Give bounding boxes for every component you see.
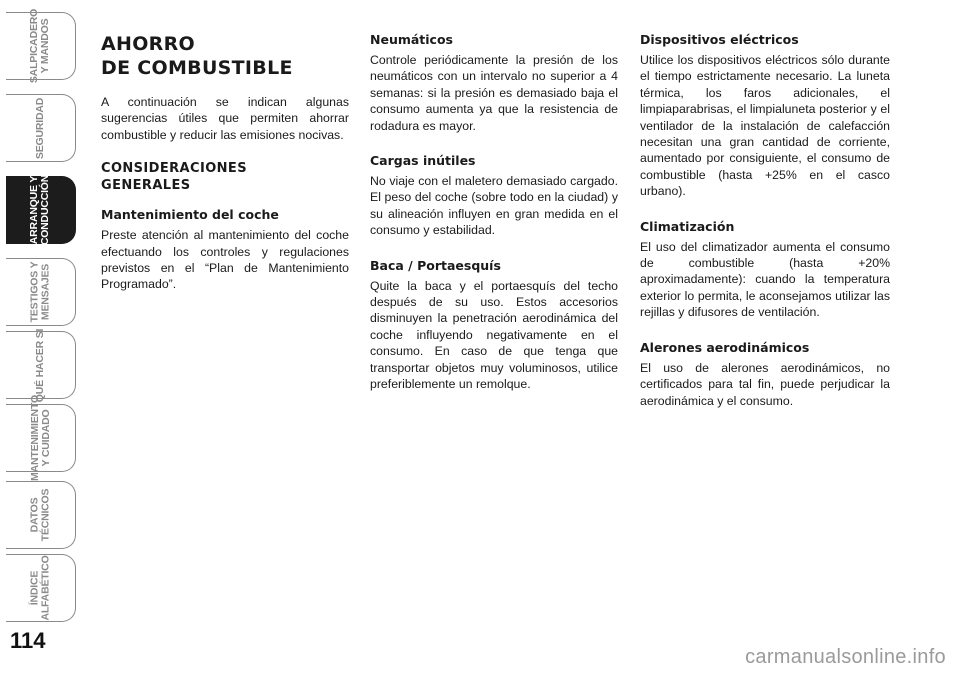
tab-label: MANTENIMIENTO Y CUIDADO — [28, 395, 52, 481]
text-alerones: El uso de alerones aerodinámicos, no certificados para tal fin, puede perjudicar la aerodinámica y el consumo. — [640, 360, 890, 408]
tab-label: TESTIGOS Y MENSAJES — [28, 261, 52, 323]
text-cargas: No viaje con el maletero demasiado cargado. El peso del coche (sobre todo en la ciudad) y su alineación influyen en gran medida en el consumo y estabilidad. — [370, 174, 618, 238]
heading-alerones: Alerones aerodinámicos — [640, 339, 810, 355]
column-2 — [370, 32, 618, 409]
tab-label: ÍNDICE ALFABÉTICO — [28, 555, 52, 621]
tab-arranque-conduccion[interactable] — [6, 176, 76, 244]
heading-dispositivos: Dispositivos eléctricos — [640, 32, 799, 47]
tab-testigos-mensajes[interactable] — [6, 258, 76, 326]
heading-cargas: Cargas inútiles — [370, 153, 476, 169]
tab-mantenimiento-cuidado[interactable] — [6, 395, 76, 481]
heading-climatizacion: Climatización — [640, 218, 735, 234]
tab-label: ARRANQUE Y CONDUCCIÓN — [28, 174, 52, 246]
tab-label: SEGURIDAD — [34, 97, 46, 159]
tab-que-hacer-si[interactable] — [6, 328, 76, 402]
tab-seguridad[interactable] — [6, 94, 76, 162]
column-1 — [101, 32, 349, 309]
page-title: AHORRO DE COMBUSTIBLE — [101, 33, 293, 79]
section-heading-consideraciones: CONSIDERACIONES GENERALES — [101, 161, 247, 194]
watermark: carmanualsonline.info — [745, 646, 946, 668]
column-3 — [640, 32, 890, 425]
text-climatizacion: El uso del climatizador aumenta el consumo de combustible (hasta +20% aproximadamente): cuando la temperatura exterior lo permita, le aconsejamos utilizar las rejillas y difusores de ventilación. — [640, 239, 890, 320]
tab-label: SALPICADERO Y MANDOS — [28, 8, 52, 84]
text-mantenimiento: Preste atención al mantenimiento del coche efectuando los controles y regulaciones previstos en el “Plan de Mantenimiento Programado”. — [101, 228, 349, 292]
heading-neumaticos: Neumáticos — [370, 32, 453, 47]
tab-salpicadero[interactable] — [6, 8, 76, 84]
text-baca: Quite la baca y el portaesquís del techo después de su uso. Estos accesorios disminuyen la penetración aerodinámica del coche influyendo negativamente en el consumo. En caso de que tenga que transportar objetos muy voluminosos, utilice preferiblemente un remolque. — [370, 278, 618, 392]
heading-baca: Baca / Portaesquís — [370, 257, 501, 273]
chapter-tabs — [0, 0, 80, 678]
heading-mantenimiento: Mantenimiento del coche — [101, 207, 279, 223]
text-dispositivos: Utilice los dispositivos eléctricos sólo durante el tiempo estrictamente necesario. La luneta térmica, los faros adicionales, el limpiaparabrisas, el limpialuneta posterior y el ventilador de la instalación de calefacción necesitan una gran cantidad de corriente, aumentado por consiguiente, el consumo de combustible (hasta +25% en el casco urbano). — [640, 53, 890, 199]
text-neumaticos: Controle periódicamente la presión de los neumáticos con un intervalo no superior a 4 semanas: si la presión es demasiado baja el consumo aumenta ya que la resistencia de rodadura es mayor. — [370, 53, 618, 133]
page-number: 114 — [10, 628, 46, 653]
tab-indice-alfabetico[interactable] — [6, 554, 76, 622]
intro-text: A continuación se indican algunas sugerencias útiles que permiten ahorrar combustible y reducir las emisiones nocivas. — [101, 95, 349, 142]
tab-label: DATOS TÉCNICOS — [28, 488, 52, 542]
tab-datos-tecnicos[interactable] — [6, 481, 76, 549]
tab-label: QUÉ HACER SI — [34, 328, 47, 402]
